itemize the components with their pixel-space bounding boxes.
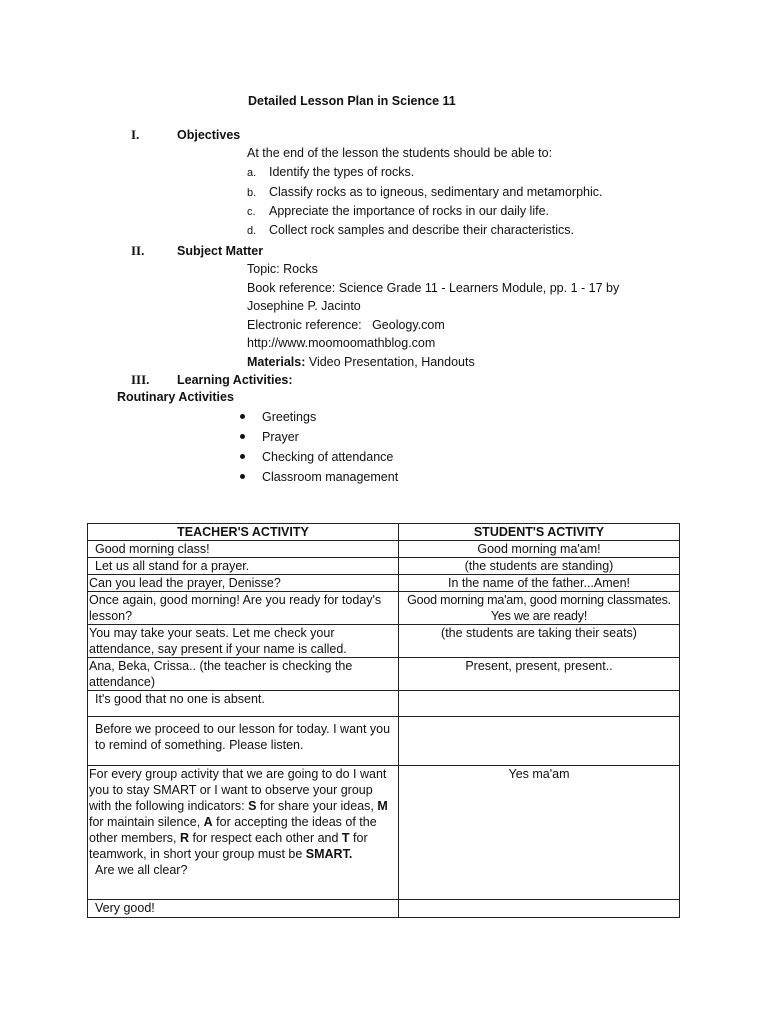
student-cell — [399, 691, 680, 717]
objective-item — [247, 203, 549, 220]
book-reference-line — [247, 280, 619, 296]
student-cell: Good morning ma'am! — [399, 541, 680, 558]
bullet-item: Prayer — [236, 428, 398, 448]
book-reference-label: Book reference: — [247, 281, 336, 295]
table-row — [88, 691, 680, 717]
student-cell: Yes ma'am — [399, 766, 680, 900]
teacher-cell: Ana, Beka, Crissa.. (the teacher is checking the attendance) — [88, 658, 399, 691]
materials-label: Materials: — [247, 355, 306, 369]
objective-text: Identify the types of rocks. — [269, 165, 415, 179]
learning-activities-numeral: III. — [131, 372, 150, 387]
objective-item — [247, 222, 574, 239]
objectives-intro: At the end of the lesson the students should be able to: — [247, 146, 553, 160]
materials-line — [247, 354, 475, 370]
teacher-text: for maintain silence, — [89, 815, 204, 829]
topic-line — [247, 261, 318, 277]
page-title: Detailed Lesson Plan in Science 11 — [248, 94, 456, 108]
student-cell — [399, 717, 680, 766]
bullet-item: Checking of attendance — [236, 448, 398, 468]
smart-letter-t: T — [341, 831, 350, 845]
table-header-row — [88, 524, 680, 541]
objective-item — [247, 164, 414, 181]
objectives-numeral: I. — [131, 127, 140, 142]
bullet-item: Classroom management — [236, 468, 398, 488]
table-row — [88, 558, 680, 575]
table-row — [88, 592, 680, 625]
table-row — [88, 658, 680, 691]
smart-word: SMART. — [305, 847, 353, 861]
teacher-cell — [88, 766, 399, 900]
student-cell: Good morning ma'am, good morning classmates. Yes we are ready! — [399, 592, 680, 625]
teacher-cell: Good morning class! — [88, 541, 399, 558]
learning-activities-heading: Learning Activities: — [177, 373, 293, 387]
subject-matter-heading: Subject Matter — [177, 244, 264, 258]
objectives-heading: Objectives — [177, 128, 241, 142]
routinary-activities-heading: Routinary Activities — [117, 390, 234, 404]
topic-value: Rocks — [283, 262, 318, 276]
teacher-question: Are we all clear? — [95, 863, 188, 877]
table-row — [88, 541, 680, 558]
routinary-bullet-list — [236, 408, 398, 488]
teacher-text: For every group activity that we are going to do I want you to stay SMART or I want to observe your group with the following indicators: — [89, 767, 387, 813]
student-cell: Present, present, present.. — [399, 658, 680, 691]
teacher-text: for share your ideas, — [256, 799, 378, 813]
teacher-cell: Before we proceed to our lesson for today. I want you to remind of something. Please listen. — [88, 717, 399, 766]
topic-label: Topic: — [247, 262, 280, 276]
table-row — [88, 625, 680, 658]
teacher-activity-header: TEACHER'S ACTIVITY — [88, 524, 399, 541]
objective-text: Classify rocks as to igneous, sedimentary and metamorphic. — [269, 185, 603, 199]
electronic-reference-value: Geology.com — [372, 318, 445, 332]
electronic-reference-line — [247, 317, 445, 333]
smart-letter-m: M — [377, 799, 388, 813]
teacher-cell: Can you lead the prayer, Denisse? — [88, 575, 399, 592]
student-cell: In the name of the father...Amen! — [399, 575, 680, 592]
electronic-reference-label: Electronic reference: — [247, 318, 362, 332]
subject-matter-numeral: II. — [131, 243, 145, 258]
teacher-cell: Once again, good morning! Are you ready for today's lesson? — [88, 592, 399, 625]
bullet-item: Greetings — [236, 408, 398, 428]
objective-text: Collect rock samples and describe their characteristics. — [269, 223, 574, 237]
objective-text: Appreciate the importance of rocks in our daily life. — [269, 204, 549, 218]
teacher-text: for respect each other and — [189, 831, 342, 845]
teacher-cell: Let us all stand for a prayer. — [88, 558, 399, 575]
book-author: Josephine P. Jacinto — [247, 299, 361, 313]
smart-letter-r: R — [180, 831, 190, 845]
student-cell — [399, 900, 680, 918]
teacher-text: for teamwork, in short your group must be — [89, 831, 368, 861]
smart-letter-a: A — [203, 815, 213, 829]
activity-table — [87, 523, 680, 918]
teacher-cell: It's good that no one is absent. — [88, 691, 399, 717]
teacher-cell: Very good! — [88, 900, 399, 918]
smart-letter-s: S — [248, 799, 257, 813]
reference-url: http://www.moomoomathblog.com — [247, 336, 436, 350]
student-cell: (the students are standing) — [399, 558, 680, 575]
objective-letter: d. — [247, 225, 257, 237]
table-row — [88, 717, 680, 766]
materials-value: Video Presentation, Handouts — [308, 355, 475, 369]
objective-letter: a. — [247, 167, 257, 179]
student-activity-header: STUDENT'S ACTIVITY — [399, 524, 680, 541]
objective-item — [247, 184, 602, 201]
table-row — [88, 766, 680, 900]
objective-letter: b. — [247, 187, 257, 199]
teacher-text: for accepting the ideas of the other members, — [89, 815, 377, 845]
table-row — [88, 575, 680, 592]
student-cell: (the students are taking their seats) — [399, 625, 680, 658]
book-reference-value: Science Grade 11 - Learners Module, pp. 1 - 17 by — [338, 281, 620, 295]
teacher-cell: You may take your seats. Let me check your attendance, say present if your name is called. — [88, 625, 399, 658]
objective-letter: c. — [247, 206, 256, 218]
table-row — [88, 900, 680, 918]
